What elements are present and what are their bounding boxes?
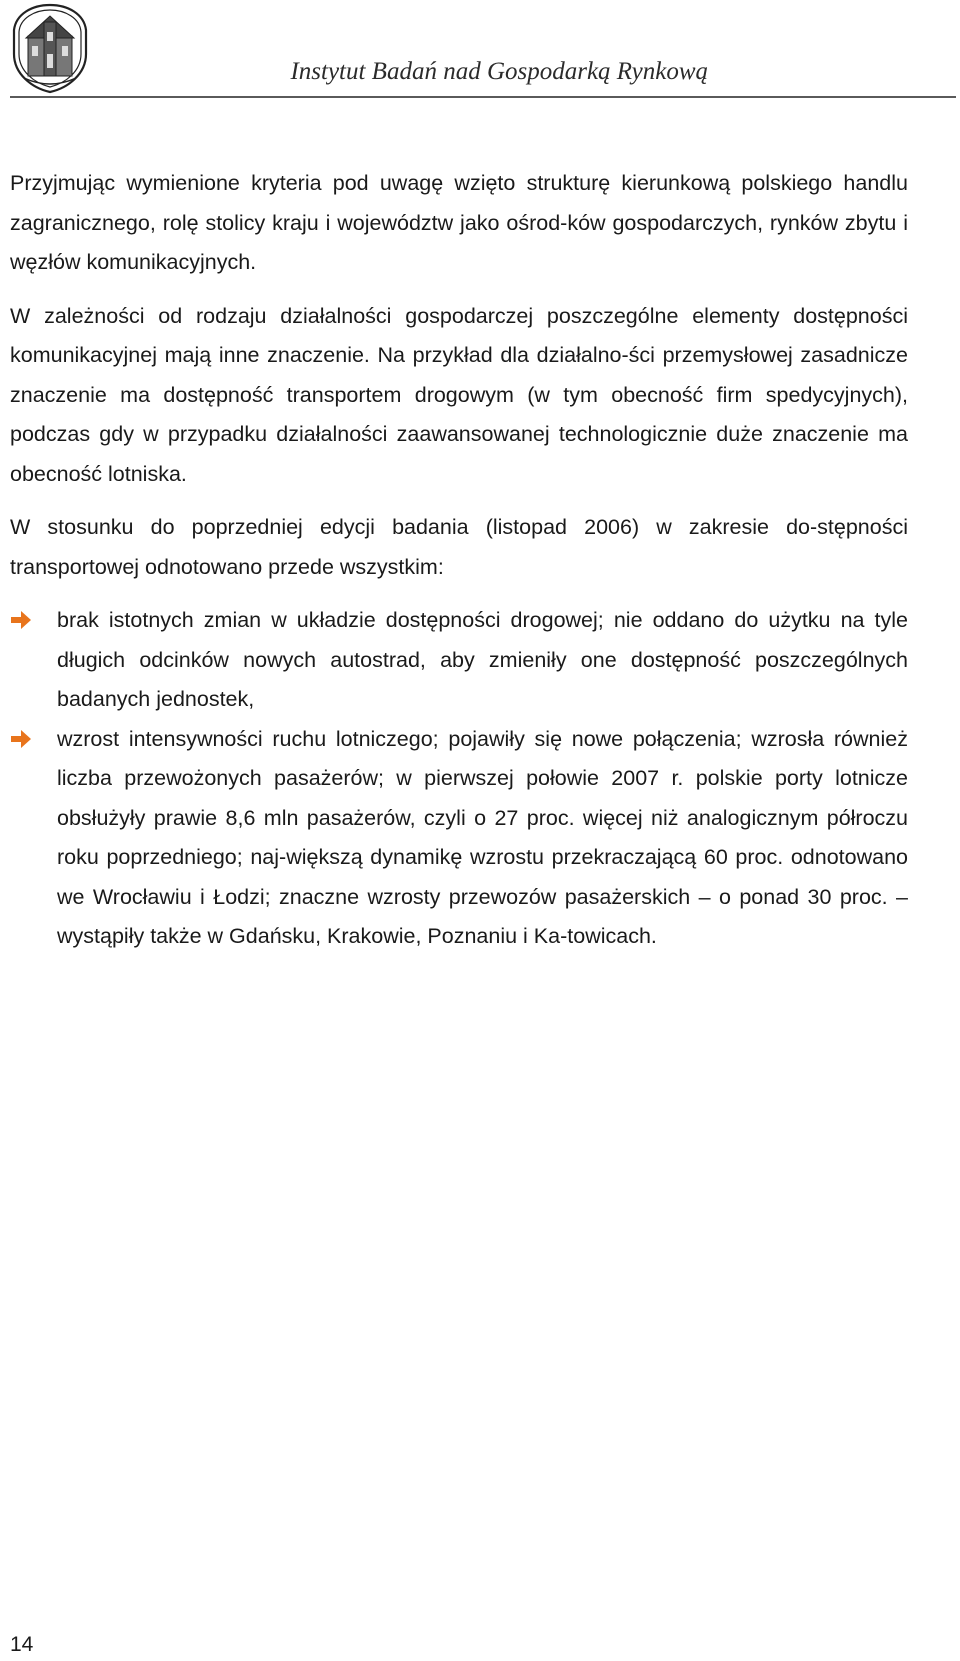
page-header: [10, 0, 956, 100]
orange-arrow-icon: [10, 729, 32, 749]
page-number: 14: [10, 1633, 34, 1656]
orange-arrow-icon: [10, 610, 32, 630]
list-item-text: brak istotnych zmian w układzie dostępności drogowej; nie oddano do użytku na tyle długich odcinków nowych autostrad, aby zmieniły one dostępność poszczególnych badanych jednostek,: [57, 608, 908, 711]
institute-crest-logo: [10, 2, 90, 94]
findings-list: [10, 601, 908, 957]
paragraph-accessibility: W zależności od rodzaju działalności gospodarczej poszczególne elementy dostępności komunikacyjnej mają inne znaczenie. Na przykład dla działalno-ści przemysłowej zasadnicze znaczenie ma dostępność transportem drogowym (w tym obecność firm spedycyjnych), podczas gdy w przypadku działalności zaawansowanej technologicznie duże znaczenie ma obecność lotniska.: [10, 303, 908, 486]
header-divider: [10, 96, 956, 98]
paragraph-criteria: Przyjmując wymienione kryteria pod uwagę wzięto strukturę kierunkową polskiego handlu zagranicznego, rolę stolicy kraju i województw jako ośrod-ków gospodarczych, rynków zbytu i węzłów komunikacyjnych.: [10, 171, 908, 274]
institute-name: Instytut Badań nad Gospodarką Rynkową: [290, 58, 708, 85]
list-item-text: wzrost intensywności ruchu lotniczego; pojawiły się nowe połączenia; wzrosła również liczba przewożonych pasażerów; w pierwszej połowie 2007 r. polskie porty lotnicze obsłużyły prawie 8,6 mln pasażerów, czyli o 27 proc. więcej niż analogicznym półroczu roku poprzedniego; naj-większą dynamikę wzrostu przekraczającą 60 proc. odnotowano we Wrocławiu i Łodzi; znaczne wzrosty przewozów pasażerskich – o ponad 30 proc. – wystąpiły także w Gdańsku, Krakowie, Poznaniu i Ka-towicach.: [57, 726, 908, 948]
list-item: [10, 720, 908, 957]
list-item: [10, 601, 908, 720]
document-body: [10, 164, 908, 957]
paragraph-comparison-intro: W stosunku do poprzedniej edycji badania (listopad 2006) w zakresie do-stępności transportowej odnotowano przede wszystkim:: [10, 515, 908, 579]
